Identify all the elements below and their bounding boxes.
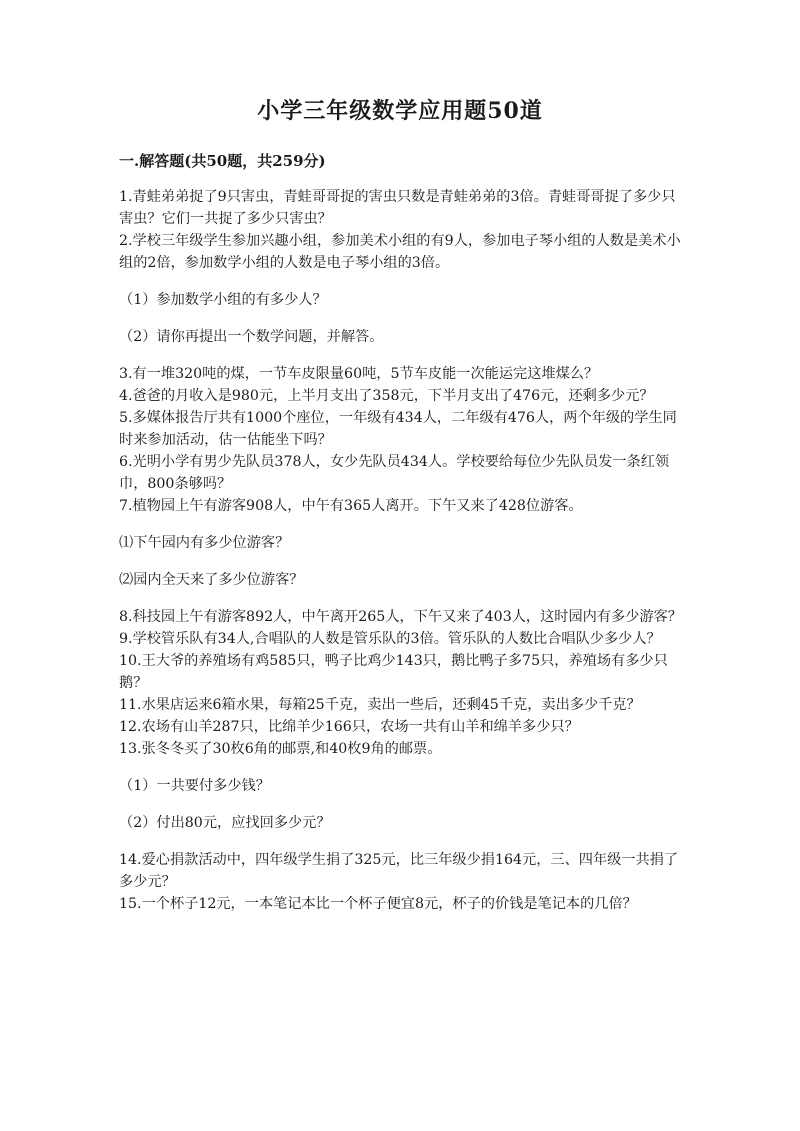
question-4: 4.爸爸的月收入是980元，上半月支出了358元，下半月支出了476元，还剩多少元？ [119, 388, 654, 404]
question-7-sub-2: ⑵园内全天来了多少位游客？ [119, 572, 304, 588]
question-9: 9.学校管乐队有34人,合唱队的人数是管乐队的3倍。管乐队的人数比合唱队少多少人？ [119, 631, 661, 647]
question-12: 12.农场有山羊287只，比绵羊少166只，农场一共有山羊和绵羊多少只？ [119, 719, 579, 735]
question-6: 6.光明小学有男少先队员378人，女少先队员434人。学校要给每位少先队员发一条红领巾，800条够吗？ [119, 454, 670, 492]
document-title: 小学三年级数学应用题50道 [257, 98, 543, 124]
question-8: 8.科技园上午有游客892人，中午离开265人，下午又来了403人，这时园内有多少游客？ [119, 609, 682, 625]
question-7: 7.植物园上午有游客908人，中午有365人离开。下午又来了428位游客。 [119, 498, 583, 514]
question-2: 2.学校三年级学生参加兴趣小组，参加美术小组的有9人，参加电子琴小组的人数是美术小组的2倍，参加数学小组的人数是电子琴小组的3倍。 [119, 233, 681, 271]
section-heading: 一.解答题(共50题，共259分) [119, 152, 326, 170]
question-3: 3.有一堆320吨的煤，一节车皮限量60吨，5节车皮能一次能运完这堆煤么？ [119, 366, 599, 382]
question-5: 5.多媒体报告厅共有1000个座位，一年级有434人，二年级有476人，两个年级的学生同时来参加活动，估一估能坐下吗？ [119, 410, 677, 448]
question-11: 11.水果店运来6箱水果，每箱25千克，卖出一些后，还剩45千克，卖出多少千克？ [119, 697, 641, 713]
question-13: 13.张冬冬买了30枚6角的邮票,和40枚9角的邮票。 [119, 741, 442, 757]
question-14: 14.爱心捐款活动中，四年级学生捐了325元，比三年级少捐164元，三、四年级一共捐了多少元？ [119, 852, 679, 890]
question-13-sub-2: （2）付出80元，应找回多少元？ [119, 815, 331, 831]
question-2-sub-2: （2）请你再提出一个数学问题，并解答。 [119, 329, 384, 345]
question-15: 15.一个杯子12元，一本笔记本比一个杯子便宜8元，杯子的价钱是笔记本的几倍？ [119, 896, 637, 912]
question-list [119, 186, 684, 915]
question-1: 1.青蛙弟弟捉了9只害虫，青蛙哥哥捉的害虫只数是青蛙弟弟的3倍。青蛙哥哥捉了多少只害虫？它们一共捉了多少只害虫？ [119, 189, 676, 227]
question-10: 10.王大爷的养殖场有鸡585只，鸭子比鸡少143只，鹅比鸭子多75只，养殖场有多少只鹅？ [119, 653, 668, 691]
question-13-sub-1: （1）一共要付多少钱？ [119, 778, 270, 794]
question-7-sub-1: ⑴下午园内有多少位游客？ [119, 535, 290, 551]
question-2-sub-1: （1）参加数学小组的有多少人？ [119, 292, 327, 308]
